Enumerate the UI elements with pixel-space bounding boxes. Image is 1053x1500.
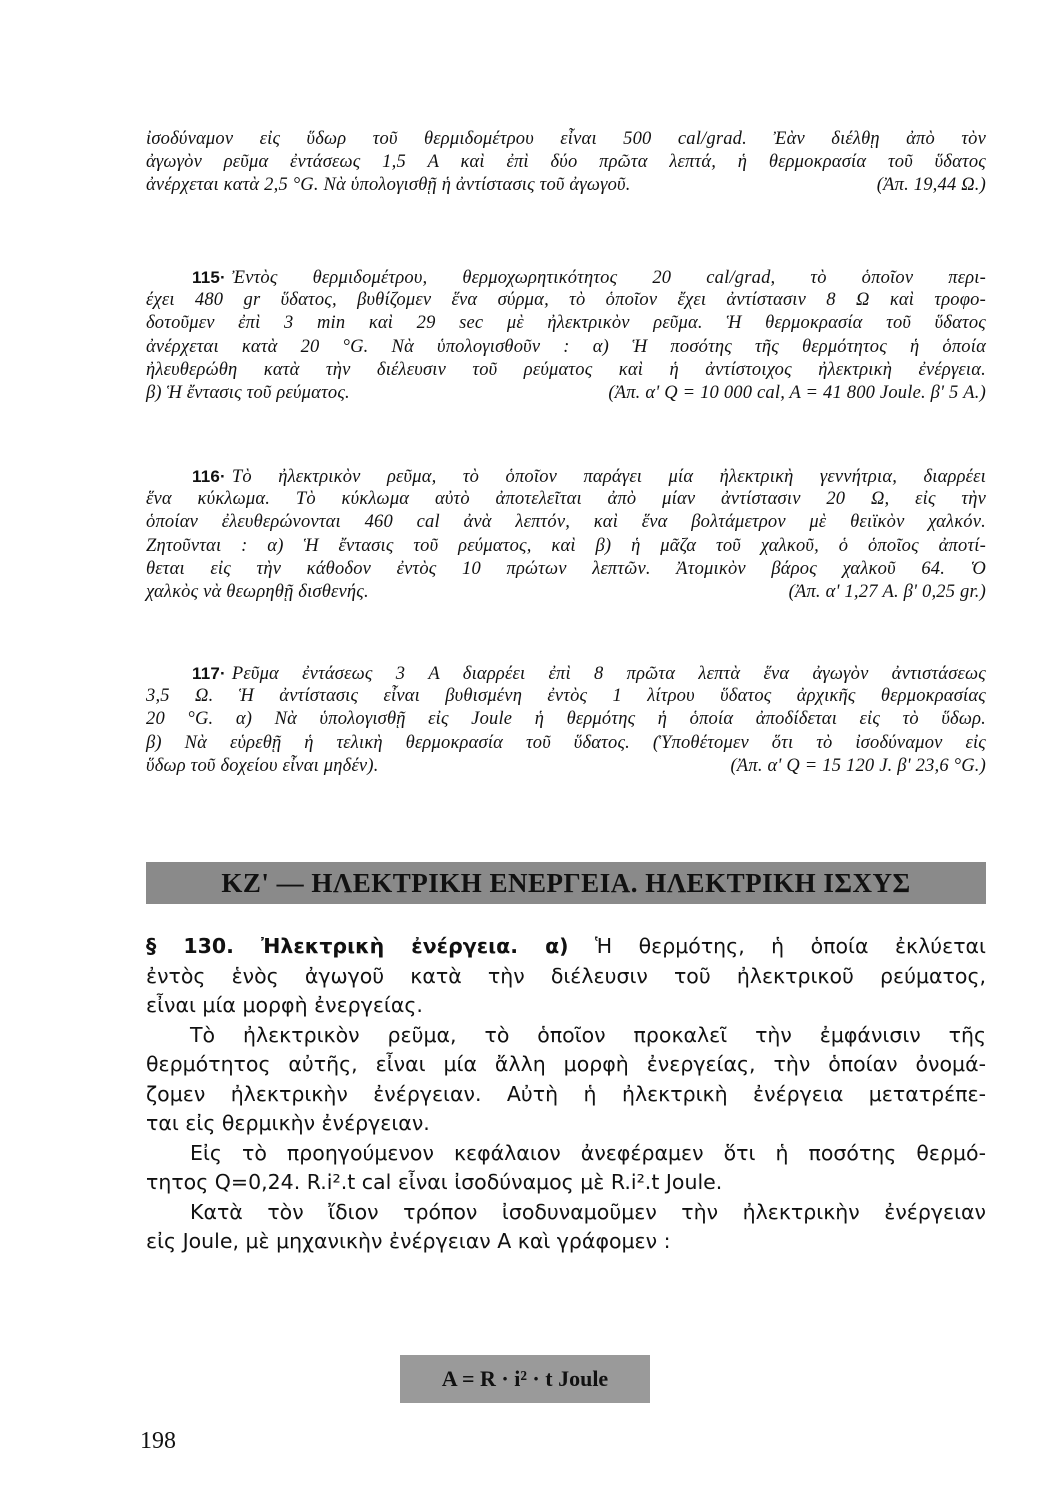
text-line xyxy=(146,662,986,685)
text-span: 3,5 Ω. Ἡ ἀντίστασις εἶναι βυθισμένη ἐντὸς 1 λίτρου ὕδατος ἀρχικῆς θερμοκρασίας xyxy=(146,686,986,707)
text-span: ἠλευθερώθη κατὰ τὴν διέλευσιν τοῦ ρεύματος καὶ ἡ ἀντίστοιχος ἠλεκτρικὴ ἐνέργεια. xyxy=(146,359,986,380)
chapter-heading: ΚΖ' — ΗΛΕΚΤΡΙΚΗ ΕΝΕΡΓΕΙΑ. ΗΛΕΚΤΡΙΚΗ ΙΣΧΥΣ xyxy=(146,862,986,904)
text-line xyxy=(146,289,986,312)
text-line: ἰσοδύναμον εἰς ὕδωρ τοῦ θερμιδομέτρου εἶναι 500 cal/grad. Ἐὰν διέλθῃ ἀπὸ τὸν xyxy=(146,129,986,149)
problem-116 xyxy=(146,465,986,604)
section-130 xyxy=(146,932,986,1257)
text-span: ἀνέρχεται κατὰ 2,5 °G. Νὰ ὑπολογισθῇ ἡ ἀντίστασις τοῦ ἀγωγοῦ. xyxy=(146,175,631,196)
text-line: θερμότητος αὐτῆς, εἶναι μία ἄλλη μορφὴ ἐνεργείας, τὴν ὁποίαν ὀνομά- xyxy=(146,1052,986,1076)
text-line: Κατὰ τὸν ἴδιον τρόπον ἰσοδυναμοῦμεν τὴν ἠλεκτρικὴν ἐνέργειαν xyxy=(190,1199,986,1224)
text-line: εἶναι μία μορφὴ ἐνεργείας. xyxy=(146,993,423,1017)
text-span: Ἐντὸς θερμιδομέτρου, θερμοχωρητικότητος 20 cal/grad, τὸ ὁποῖον περι- xyxy=(231,268,986,288)
text-line xyxy=(146,708,986,731)
text-line: εἰς Joule, μὲ μηχανικὴν ἐνέργειαν A καὶ γράφομεν : xyxy=(146,1229,671,1253)
text-span: ἀνέρχεται κατὰ 20 °G. Νὰ ὑπολογισθοῦν : α) Ἡ ποσότης τῆς θερμότητος ἡ ὁποία xyxy=(146,336,986,357)
text-span: ὕδωρ τοῦ δοχείου εἶναι μηδέν). xyxy=(146,755,379,776)
text-line xyxy=(146,732,986,755)
text-span: έχει 480 gr ὕδατος, βυθίζομεν ἕνα σύρμα, τὸ ὁποῖον ἔχει ἀντίστασιν 8 Ω καὶ τροφο- xyxy=(146,290,986,311)
text-span: ὁποίαν ἐλευθερώνονται 460 cal ἀνὰ λεπτόν, καὶ ἕνα βολτάμετρον μὲ θειϊκὸν χαλκόν. xyxy=(146,512,986,533)
answer: (Ἀπ. α' 1,27 A. β' 0,25 gr.) xyxy=(788,581,986,602)
text-line xyxy=(146,266,986,289)
text-span: β) Νὰ εὑρεθῇ ἡ τελικὴ θερμοκρασία τοῦ ὕδατος. (Ὑποθέτομεν ὅτι τὸ ἰσοδύναμον εἰς xyxy=(146,732,986,753)
text-line xyxy=(146,174,986,197)
text-line: τητος Q=0,24. R.i².t cal εἶναι ἰσοδύναμος μὲ R.i².t Joule. xyxy=(146,1170,723,1194)
text-line xyxy=(146,511,986,534)
section-title: § 130. Ἠλεκτρικὴ ἐνέργεια. α) xyxy=(146,934,569,958)
text-span: δοτοῦμεν ἐπὶ 3 min καὶ 29 sec μὲ ἠλεκτρικὸν ρεῦμα. Ἡ θερμοκρασία τοῦ ὕδατος xyxy=(146,313,986,334)
intro-text xyxy=(146,128,986,198)
problem-117 xyxy=(146,662,986,778)
formula-box: A = R · i² · t Joule xyxy=(400,1355,650,1403)
text-line xyxy=(146,312,986,335)
text-span: Ἡ θερμότης, ἡ ὁποία ἐκλύεται xyxy=(595,934,986,958)
text-line xyxy=(146,932,986,962)
text-line: Εἰς τὸ προηγούμενον κεφάλαιον ἀνεφέραμεν ὅτι ἡ ποσότης θερμό- xyxy=(190,1140,986,1165)
problem-number: 117· xyxy=(192,664,226,683)
text-line xyxy=(146,382,986,405)
problem-115 xyxy=(146,266,986,405)
text-span: β) Ἡ ἔντασις τοῦ ρεύματος. xyxy=(146,382,350,403)
answer: (Ἀπ. α' Q = 10 000 cal, A = 41 800 Joule. β' 5 A.) xyxy=(608,382,986,403)
text-span: χαλκὸς νὰ θεωρηθῇ δισθενής. xyxy=(146,581,369,602)
text-line: Τὸ ἠλεκτρικὸν ρεῦμα, τὸ ὁποῖον προκαλεῖ τὴν ἐμφάνισιν τῆς xyxy=(190,1022,986,1047)
answer: (Ἀπ. 19,44 Ω.) xyxy=(876,175,986,196)
text-span: Ζητοῦνται : α) Ἡ ἔντασις τοῦ ρεύματος, καὶ β) ἡ μᾶζα τοῦ χαλκοῦ, ὁ ὁποῖος ἀποτί- xyxy=(146,535,986,556)
text-line xyxy=(146,488,986,511)
text-line: ζομεν ἠλεκτρικὴν ἐνέργειαν. Αὐτὴ ἡ ἠλεκτρικὴ ἐνέργεια μετατρέπε- xyxy=(146,1081,986,1106)
problem-number: 116· xyxy=(192,467,226,486)
text-line xyxy=(146,359,986,382)
text-span: Ρεῦμα ἐντάσεως 3 A διαρρέει ἐπὶ 8 πρῶτα λεπτὰ ἕνα ἀγωγὸν ἀντιστάσεως xyxy=(231,664,986,684)
answer: (Ἀπ. α' Q = 15 120 J. β' 23,6 °G.) xyxy=(730,755,986,776)
text-span: ἕνα κύκλωμα. Τὸ κύκλωμα αὐτὸ ἀποτελεῖται ἀπὸ μίαν ἀντίστασιν 20 Ω, εἰς τὴν xyxy=(146,489,986,510)
problem-number: 115· xyxy=(192,268,226,287)
text-line xyxy=(146,755,986,778)
text-line xyxy=(146,581,986,604)
text-span: θεται εἰς τὴν κάθοδον ἐντὸς 10 πρώτων λεπτῶν. Ἀτομικὸν βάρος χαλκοῦ 64. Ὁ xyxy=(146,558,986,579)
page-number: 198 xyxy=(140,1428,176,1454)
text-line xyxy=(146,558,986,581)
text-line xyxy=(146,465,986,488)
text-line xyxy=(146,685,986,708)
text-line: ἀγωγὸν ρεῦμα ἐντάσεως 1,5 A καὶ ἐπὶ δύο πρῶτα λεπτά, ἡ θερμοκρασία τοῦ ὕδατος xyxy=(146,152,986,173)
text-span: Τὸ ἠλεκτρικὸν ρεῦμα, τὸ ὁποῖον παράγει μία ἠλεκτρικὴ γεννήτρια, διαρρέει xyxy=(231,467,986,487)
text-span: 20 °G. α) Νὰ ὑπολογισθῇ εἰς Joule ἡ θερμότης ἡ ὁποία ἀποδίδεται εἰς τὸ ὕδωρ. xyxy=(146,709,986,730)
text-line xyxy=(146,535,986,558)
text-line xyxy=(146,336,986,359)
text-line: ἐντὸς ἑνὸς ἀγωγοῦ κατὰ τὴν διέλευσιν τοῦ ἠλεκτρικοῦ ρεύματος, xyxy=(146,963,986,988)
text-line: ται εἰς θερμικὴν ἐνέργειαν. xyxy=(146,1111,430,1135)
